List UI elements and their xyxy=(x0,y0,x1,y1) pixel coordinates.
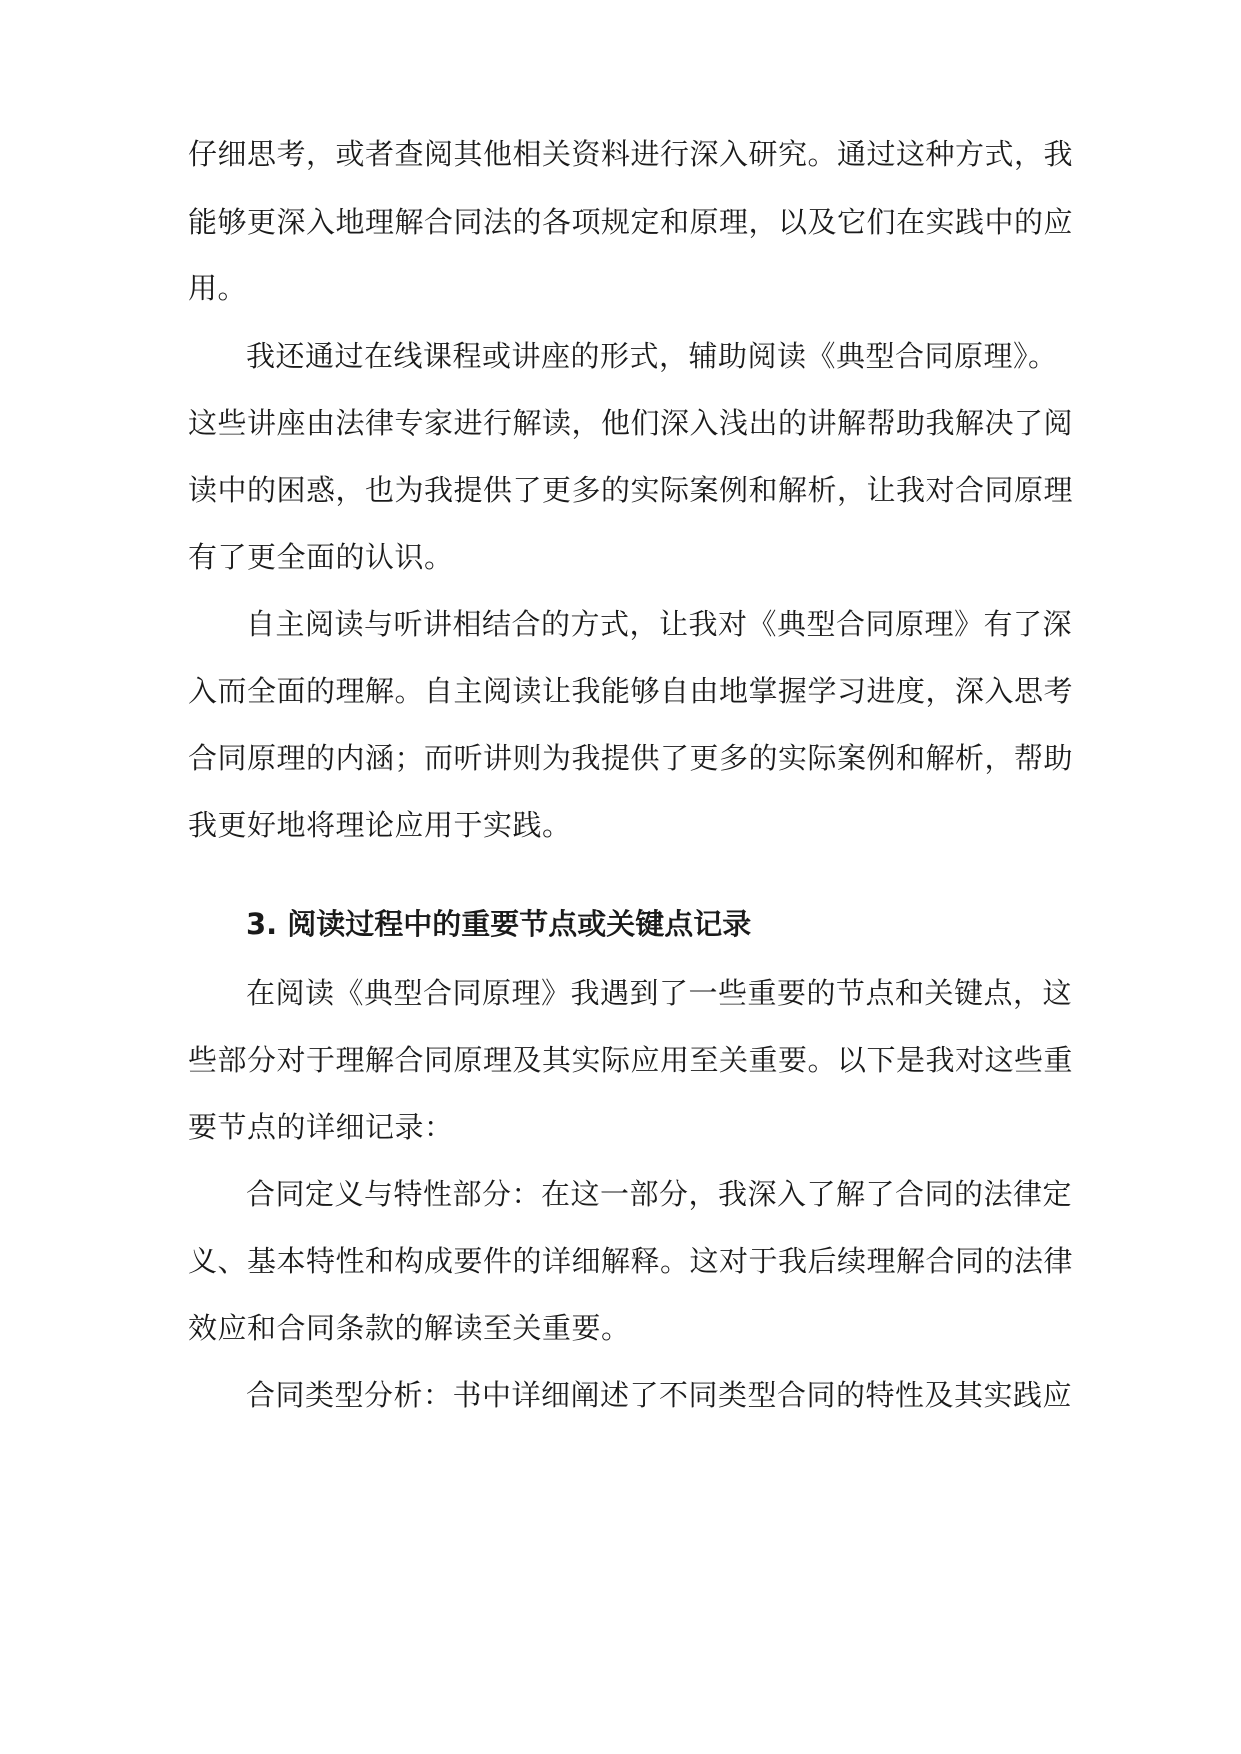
paragraph-line: 读中的困惑，也为我提供了更多的实际案例和解析，让我对合同原理 xyxy=(188,473,1074,507)
paragraph-line: 用。 xyxy=(188,271,248,305)
paragraph-line: 效应和合同条款的解读至关重要。 xyxy=(188,1311,631,1345)
paragraph-line: 我还通过在线课程或讲座的形式，辅助阅读《典型合同原理》。 xyxy=(246,339,1058,373)
paragraph-line: 些部分对于理解合同原理及其实际应用至关重要。以下是我对这些重 xyxy=(188,1043,1074,1077)
paragraph-line: 要节点的详细记录： xyxy=(188,1110,454,1144)
paragraph-line: 义、基本特性和构成要件的详细解释。这对于我后续理解合同的法律 xyxy=(188,1244,1074,1278)
paragraph-line: 能够更深入地理解合同法的各项规定和原理，以及它们在实践中的应 xyxy=(188,205,1074,239)
paragraph-line: 合同类型分析：书中详细阐述了不同类型合同的特性及其实践应 xyxy=(246,1378,1073,1412)
paragraph-line: 我更好地将理论应用于实践。 xyxy=(188,808,572,842)
paragraph-line: 入而全面的理解。自主阅读让我能够自由地掌握学习进度，深入思考 xyxy=(188,674,1074,708)
paragraph-line: 在阅读《典型合同原理》我遇到了一些重要的节点和关键点，这 xyxy=(246,976,1073,1010)
paragraph-line: 这些讲座由法律专家进行解读，他们深入浅出的讲解帮助我解决了阅 xyxy=(188,406,1074,440)
paragraph-line: 有了更全面的认识。 xyxy=(188,540,454,574)
paragraph-line: 合同定义与特性部分：在这一部分，我深入了解了合同的法律定 xyxy=(246,1177,1073,1211)
paragraph-line: 仔细思考，或者查阅其他相关资料进行深入研究。通过这种方式，我 xyxy=(188,137,1074,171)
section-heading: 3. 阅读过程中的重要节点或关键点记录 xyxy=(246,907,752,941)
paragraph-line: 自主阅读与听讲相结合的方式，让我对《典型合同原理》有了深 xyxy=(246,607,1073,641)
paragraph-line: 合同原理的内涵；而听讲则为我提供了更多的实际案例和解析，帮助 xyxy=(188,741,1074,775)
